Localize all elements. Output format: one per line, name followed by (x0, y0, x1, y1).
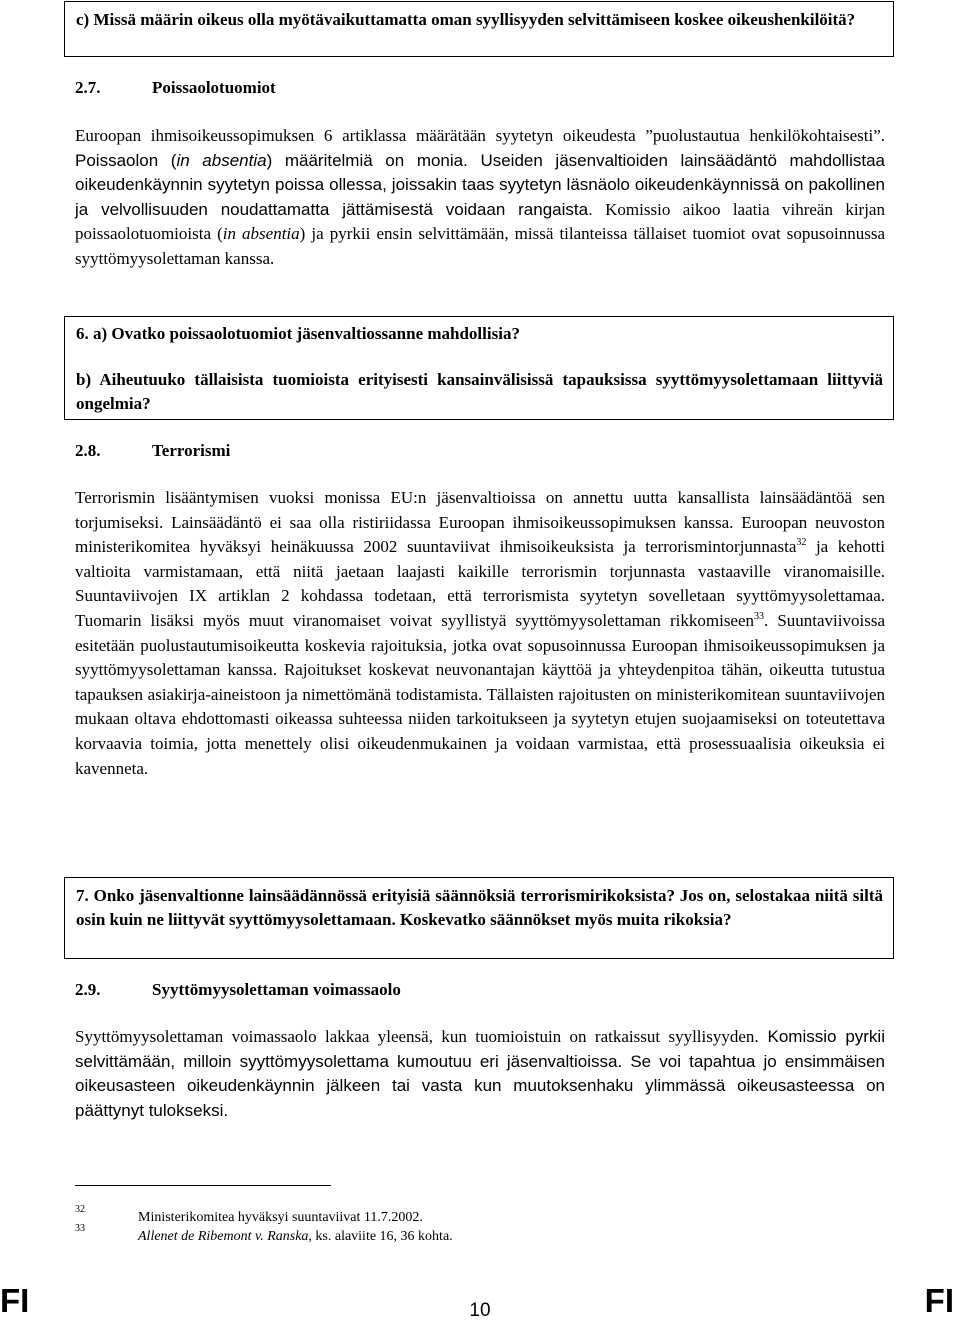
text-run: Suuntaviivojen IX artiklan 2 kohdassa todetaan, että terrorismista syytetyn sovelletaan syyttömyysolettamaa. Tuomarin lisäksi myös muut viranomaiset voivat syyllistyä syyttömyysolettaman rikkomiseen (75, 586, 885, 630)
question-7-text: 7. Onko jäsenvaltionne lainsäädännössä erityisiä säännöksiä terrorismirikoksista? Jos on, selostakaa niitä siltä osin kuin ne liittyvät syyttömyysolettamaan. Koskevatko säännökset myös muita rikoksia? (76, 886, 883, 929)
text-run: ) ja pyrkii ensin selvittämään, missä tilanteissa tällaiset tuomiot ovat sopusoinnussa syyttömyysolettaman kanssa. (75, 224, 885, 268)
text-run: ja kehotti valtioita varmistamaan, että niitä jaetaan laajasti kaikille terrorismin torjunnasta vastaaville viranomaisille. (75, 537, 885, 581)
language-code-left: FI (0, 1282, 30, 1319)
question-6b: b) Aiheutuuko tällaisista tuomioista erityisesti kansainvälisissä tapauksissa syyttömyysolettamaan liittyviä ongelmia? (76, 370, 883, 413)
page-number: 10 (469, 1300, 491, 1321)
language-code-right: FI (924, 1282, 954, 1319)
question-box-7 (64, 877, 894, 959)
section-title: Syyttömyysolettaman voimassaolo (152, 980, 401, 999)
footnote-number: 32 (75, 1204, 85, 1215)
section-number: 2.9. (75, 980, 101, 999)
footnote-text (138, 1229, 453, 1245)
text-run: Terrorismin lisääntymisen vuoksi monissa EU:n jäsenvaltioissa on annettu uutta kansallista lainsäädäntöä sen torjumiseksi. Lainsäädäntö ei saa olla ristiriidassa Euroopan ihmisoikeussopimuksen kanssa. Euroopan neuvoston ministerikomitea hyväksyi heinäkuussa 2002 suuntaviivat ihmisoikeuksista ja terrorismintorjunnasta (75, 488, 885, 557)
section-number: 2.7. (75, 78, 101, 97)
text-run: ) määritelmiä on monia. Useiden jäsenvaltioiden lainsäädäntö mahdollistaa oikeudenkäynnin syytetyn poissa ollessa, joissakin taas syytetyn läsnäolo oikeudenkäynnissä on pakollinen ja velvollisuuden noudattamatta jättämisestä voidaan rangaista. (75, 150, 885, 219)
footnote-text-run: Ministerikomitea hyväksyi suuntaviivat 11.7.2002. (138, 1210, 423, 1225)
question-c-text: c) Missä määrin oikeus olla myötävaikuttamatta oman syyllisyyden selvittämiseen koskee oikeushenkilöitä? (76, 10, 856, 29)
footnote-number: 33 (75, 1223, 85, 1234)
question-box-c (64, 1, 894, 57)
section-title: Poissaolotuomiot (152, 78, 276, 97)
text-run: . Suuntaviivoissa esitetään puolustautumisoikeutta koskevia rajoituksia, jotka ovat sopusoinnussa Euroopan ihmisoikeussopimuksen ja syyttömyysolettaman kanssa. Rajoitukset koskevat neuvonantajan käyttöä ja yhteydenpitoa tähän, oikeutta tutustua tapauksen asiakirja-aineistoon ja nimettömänä todistamista. (75, 610, 886, 704)
footnote-text-run: , ks. alaviite 16, 36 kohta. (308, 1229, 453, 1244)
paragraph-2-8 (75, 486, 885, 781)
section-heading-2-7 (75, 78, 276, 98)
question-6a: 6. a) Ovatko poissaolotuomiot jäsenvaltiossanne mahdollisia? (76, 324, 520, 343)
text-run: Komissio pyrkii selvittämään, milloin syyttömyysolettama kumoutuu eri jäsenvaltioissa. Se voi tapahtua jo ensimmäisen oikeusasteen oikeudenkäynnin jälkeen tai vasta kun muutoksenhaku ylimmässä oikeusasteessa on päättynyt tulokseksi. (75, 1027, 885, 1120)
footnote-ref-33[interactable]: 33 (754, 610, 765, 622)
section-heading-2-8 (75, 441, 230, 461)
text-run: Poissaolon ( (75, 150, 177, 170)
section-heading-2-9 (75, 980, 401, 1000)
text-run: Euroopan ihmisoikeussopimuksen 6 artiklassa määrätään syytetyn oikeudesta ”puolustautua henkilökohtaisesti”. (75, 126, 885, 145)
section-number: 2.8. (75, 441, 101, 460)
text-run: Komissio aikoo laatia vihreän kirjan poissaolotuomioista ( (75, 199, 885, 244)
text-run-italic: in absentia (222, 224, 300, 244)
footnote-ref-32[interactable]: 32 (796, 537, 807, 549)
footnote-case-name: Allenet de Ribemont v. Ranska (138, 1229, 309, 1244)
text-run: Tällaisten rajoitusten on ministerikomitean suuntaviivojen mukaan oltava ehdottomasti oikeassa suhteessa niiden tarkoitukseen ja syytetyn etujen suojaamiseksi on toteutettava korvaavia toimia, jotta menettely olisi oikeudenmukainen ja voidaan varmistaa, että prosessuaalisia oikeuksia ei kavenneta. (75, 684, 885, 778)
question-box-6 (64, 316, 894, 420)
paragraph-2-9 (75, 1025, 885, 1123)
text-run: Syyttömyysolettaman voimassaolo lakkaa yleensä, kun tuomioistuin on ratkaissut syyllisyyden. (75, 1027, 759, 1046)
text-run-italic: in absentia (176, 150, 267, 170)
paragraph-2-7 (75, 124, 885, 272)
section-title: Terrorismi (152, 441, 231, 460)
footnote-text (138, 1210, 423, 1226)
footnote-separator (75, 1185, 331, 1186)
